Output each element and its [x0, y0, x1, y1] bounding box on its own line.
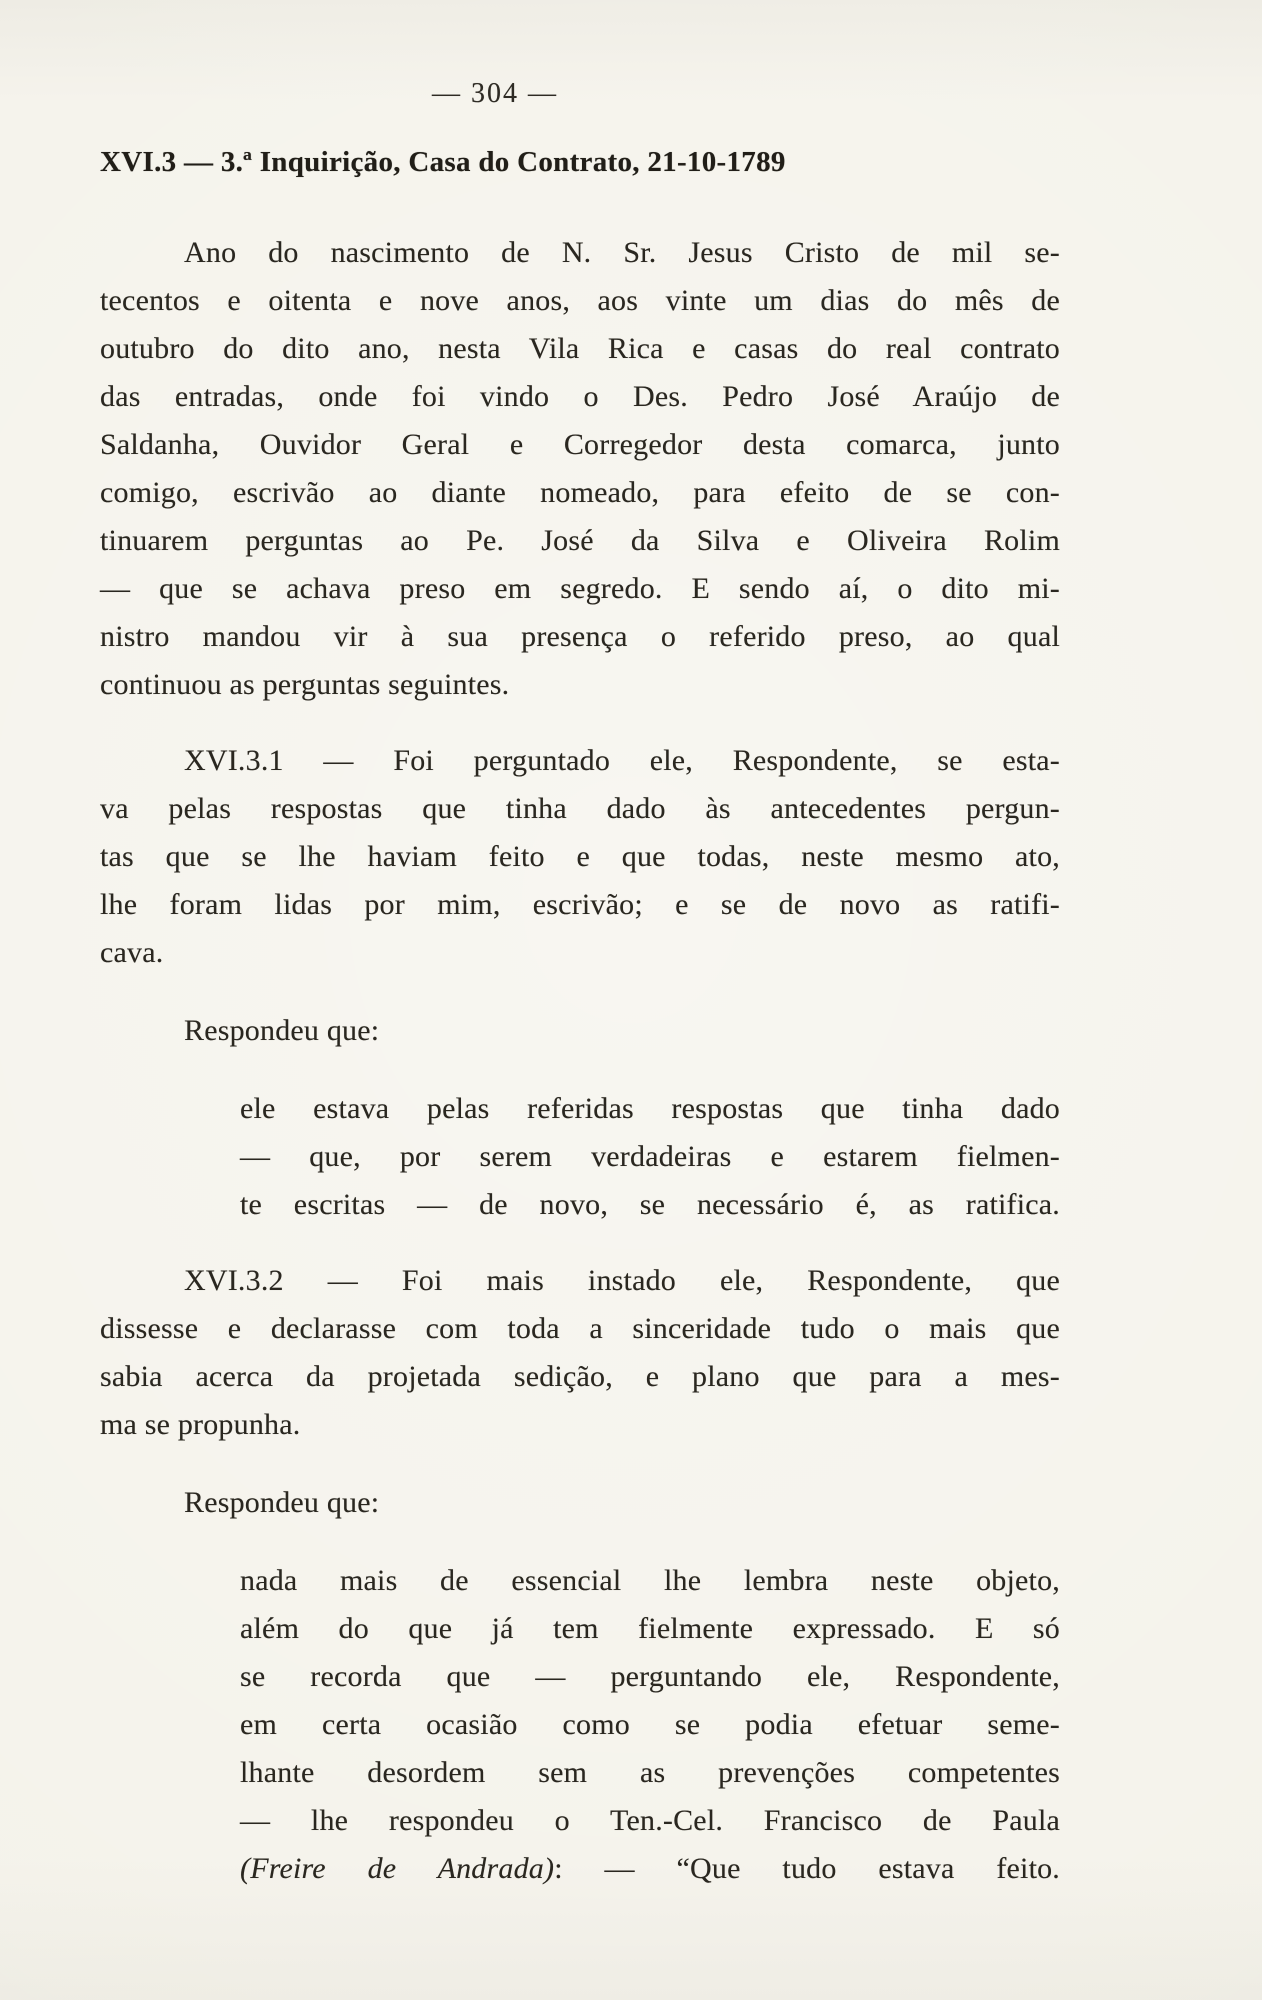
text-line: outubro do dito ano, nesta Vila Rica e casas do real contrato	[100, 332, 1060, 365]
paragraph-xvi-3-1	[100, 737, 1060, 977]
text-line: tecentos e oitenta e nove anos, aos vinte um dias do mês de	[100, 284, 1060, 317]
text-line: lhante desordem sem as prevenções competentes	[240, 1756, 1060, 1789]
text-line: tinuarem perguntas ao Pe. José da Silva e Oliveira Rolim	[100, 524, 1060, 557]
text-line: em certa ocasião como se podia efetuar seme-	[240, 1708, 1060, 1741]
text-line: ma se propunha.	[100, 1408, 301, 1441]
text-line: Respondeu que:	[184, 1486, 380, 1519]
text-line: sabia acerca da projetada sedição, e plano que para a mes-	[100, 1360, 1060, 1393]
text-line: XVI.3.1 — Foi perguntado ele, Respondente, se esta-	[184, 744, 1060, 777]
text-blocks	[100, 229, 1060, 1893]
text-line: dissesse e declarasse com toda a sinceridade tudo o mais que	[100, 1312, 1060, 1345]
text-line: se recorda que — perguntando ele, Respondente,	[240, 1660, 1060, 1693]
text-line: comigo, escrivão ao diante nomeado, para efeito de se con-	[100, 476, 1060, 509]
text-line: ele estava pelas referidas respostas que tinha dado	[240, 1092, 1060, 1125]
respondeu-label-2	[100, 1479, 1060, 1527]
section-heading: XVI.3 — 3.ª Inquirição, Casa do Contrato, 21-10-1789	[100, 146, 786, 178]
text-segment: : — “Que tudo estava feito.	[554, 1852, 1060, 1885]
paragraph-opening	[100, 229, 1060, 709]
respondeu-label-1	[100, 1007, 1060, 1055]
text-line: — que se achava preso em segredo. E sendo aí, o dito mi-	[100, 572, 1060, 605]
text-line	[240, 1845, 1060, 1893]
text-line: continuou as perguntas seguintes.	[100, 668, 510, 701]
text-line: das entradas, onde foi vindo o Des. Pedro José Araújo de	[100, 380, 1060, 413]
text-line: além do que já tem fielmente expressado. E só	[240, 1612, 1060, 1645]
text-line: Saldanha, Ouvidor Geral e Corregedor desta comarca, junto	[100, 428, 1060, 461]
text-line: Respondeu que:	[184, 1014, 380, 1047]
text-line: nada mais de essencial lhe lembra neste objeto,	[240, 1564, 1060, 1597]
text-line: cava.	[100, 936, 164, 969]
text-line: lhe foram lidas por mim, escrivão; e se de novo as ratifi-	[100, 888, 1060, 921]
page-number: — 304 —	[432, 78, 558, 109]
text-line: te escritas — de novo, se necessário é, as ratifica.	[240, 1188, 1060, 1221]
text-line: tas que se lhe haviam feito e que todas, neste mesmo ato,	[100, 840, 1060, 873]
response-2	[240, 1557, 1060, 1893]
text-line: nistro mandou vir à sua presença o referido preso, ao qual	[100, 620, 1060, 653]
text-line: va pelas respostas que tinha dado às antecedentes pergun-	[100, 792, 1060, 825]
text-line: — lhe respondeu o Ten.-Cel. Francisco de Paula	[240, 1804, 1060, 1837]
text-line: — que, por serem verdadeiras e estarem fielmen-	[240, 1140, 1060, 1173]
text-line: Ano do nascimento de N. Sr. Jesus Cristo de mil se-	[184, 236, 1060, 269]
paragraph-xvi-3-2	[100, 1257, 1060, 1449]
response-1	[240, 1085, 1060, 1229]
text-line: XVI.3.2 — Foi mais instado ele, Respondente, que	[184, 1264, 1060, 1297]
italic-text: (Freire de Andrada)	[240, 1852, 555, 1885]
